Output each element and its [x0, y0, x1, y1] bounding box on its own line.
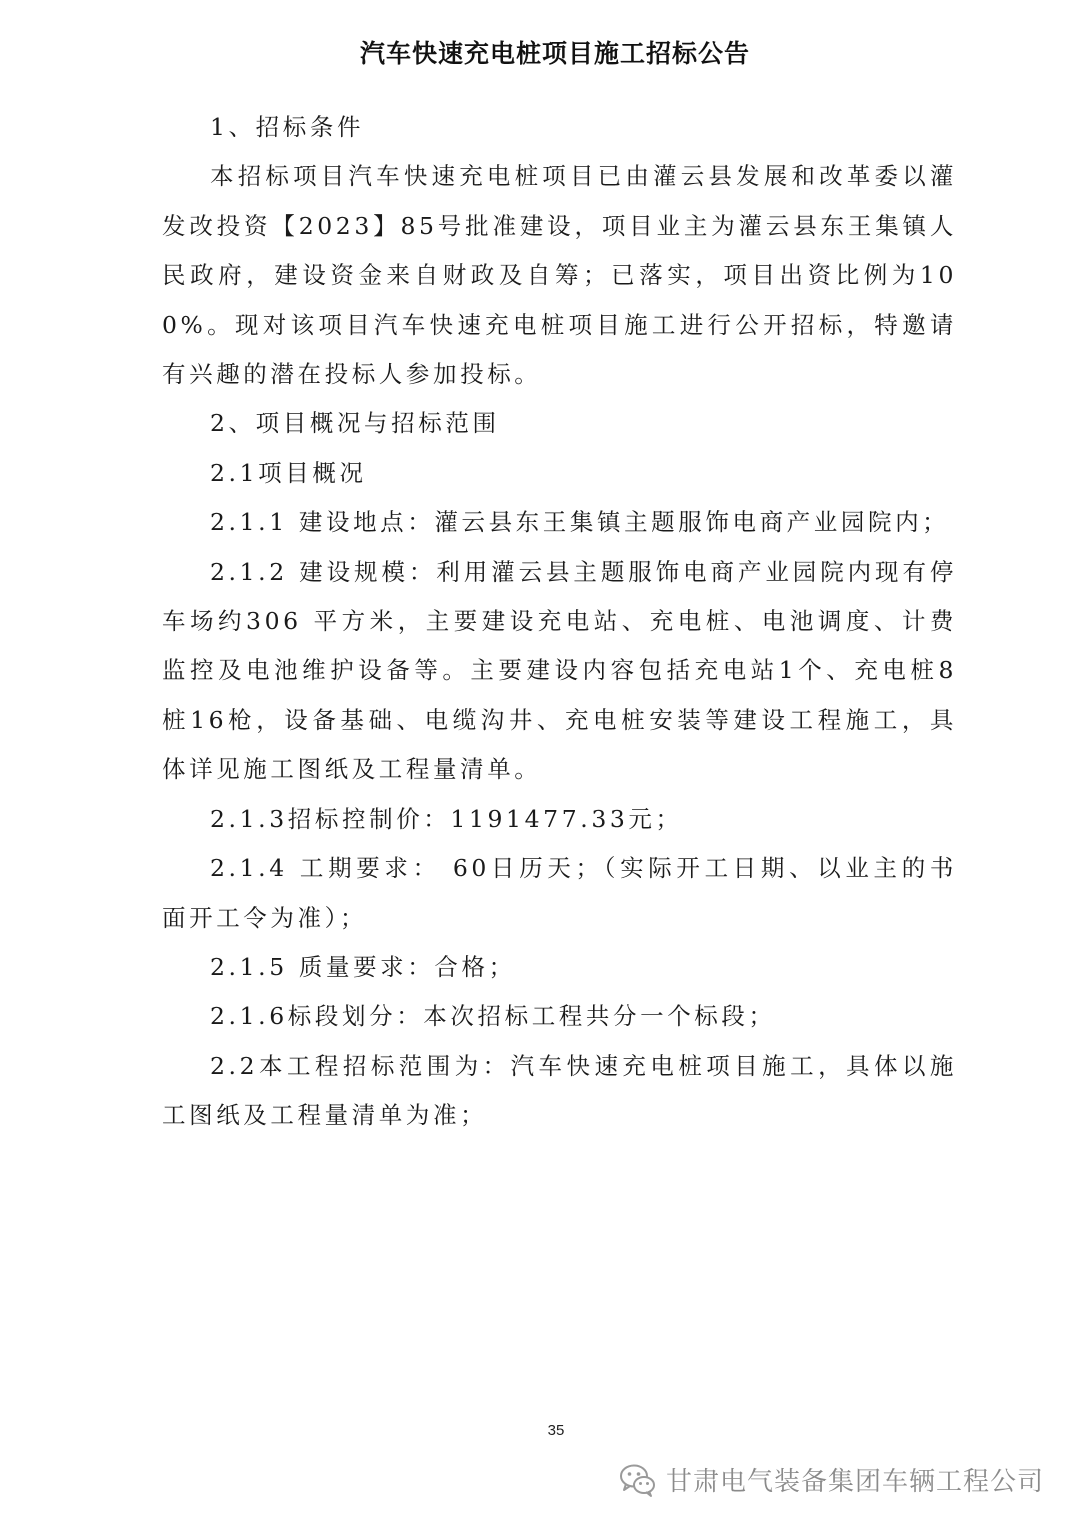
- section-heading-tender-conditions: 1、招标条件: [210, 113, 365, 141]
- paragraph-tender-scope: 2.2本工程招标范围为：汽车快速充电桩项目施工，具体以施工图纸及工程量清单为准；: [162, 1051, 957, 1130]
- paragraph-schedule: 2.1.4 工期要求： 60日历天；（实际开工日期、以业主的书面开工令为准）；: [162, 854, 957, 932]
- paragraph-tender-conditions: 本招标项目汽车快速充电桩项目已由灌云县发展和改革委以灌发改投资【2023】85号批准建设，项目业主为灌云县东王集镇人民政府，建设资金来自财政及自筹；已落实，项目出资比例为100%。现对该项目汽车快速充电桩项目施工进行公开招标，特邀请有兴趣的潜在投标人参加投标。: [162, 162, 957, 389]
- paragraph-construction-site: 2.1.1 建设地点：灌云县东王集镇主题服饰电商产业园院内；: [210, 508, 950, 537]
- paragraph-control-price: 2.1.3招标控制价：1191477.33元；: [210, 804, 683, 833]
- wechat-icon: [618, 1459, 658, 1499]
- section-heading-project-overview: 2、项目概况与招标范围: [210, 409, 500, 438]
- document-body: [162, 103, 957, 1141]
- page-number: 35: [547, 1422, 565, 1439]
- watermark-text: 甘肃电气装备集团车辆工程公司: [666, 1466, 1045, 1497]
- account-watermark: [618, 1459, 1044, 1499]
- paragraph-lots: 2.1.6标段划分：本次招标工程共分一个标段；: [210, 1002, 776, 1031]
- document-title: 汽车快速充电桩项目施工招标公告: [359, 39, 750, 68]
- paragraph-construction-scale: 2.1.2 建设规模：利用灌云县主题服饰电商产业园院内现有停车场约306 平方米，主要建设充电站、充电桩、电池调度、计费监控及电池维护设备等。主要建设内容包括充电站1个、充电桩8桩16枪，设备基础、电缆沟井、充电桩安装等建设工程施工，具体详见施工图纸及工程量清单。: [162, 557, 957, 784]
- paragraph-quality: 2.1.5 质量要求：合格；: [210, 952, 516, 981]
- subheading-project-overview: 2.1项目概况: [210, 458, 367, 487]
